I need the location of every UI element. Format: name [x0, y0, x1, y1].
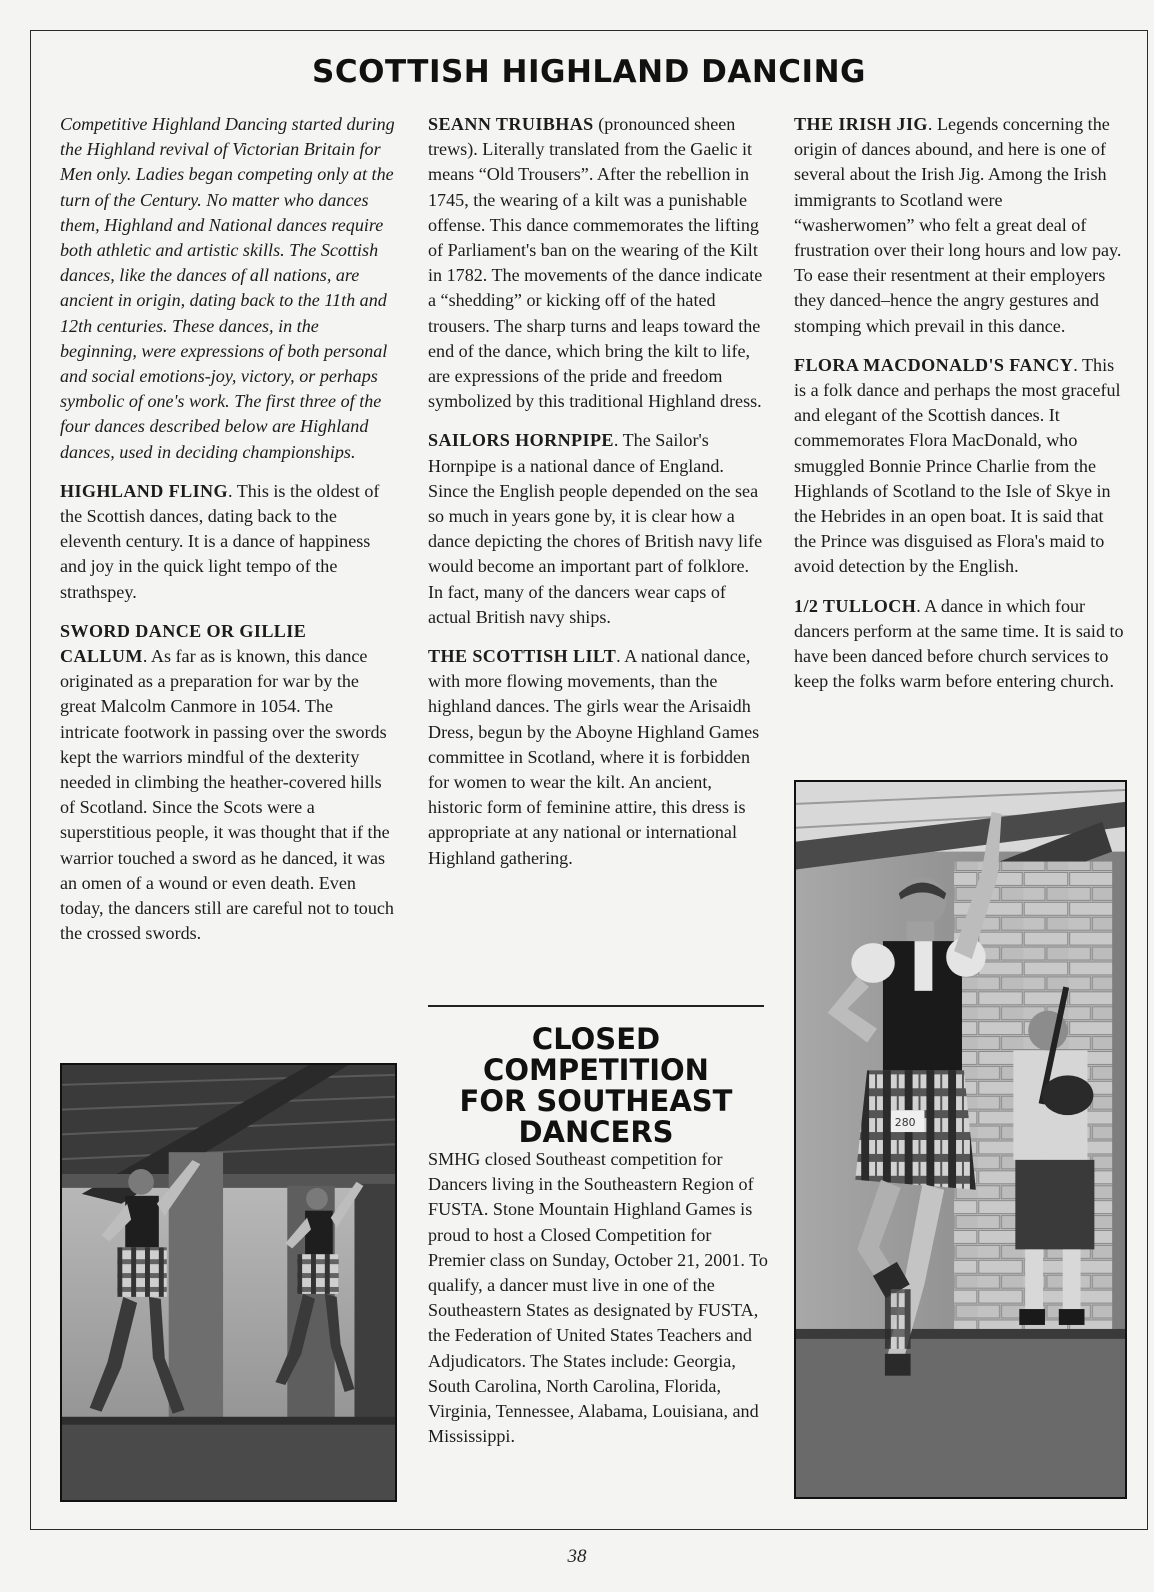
competition-title-line: FOR SOUTHEAST: [459, 1084, 733, 1118]
dance-heading: SAILORS HORNPIPE: [428, 430, 614, 451]
dance-text: The Sailor's Hornpipe is a national dance of England. Since the English people depended on the sea so much in years gone by, it is clear how a dance depicting the chores of British navy life would become an important part of folklore. In fact, many of the dancers wear caps of actual British navy ships.: [428, 430, 763, 627]
dance-text: A dance in which four dancers perform at the same time. It is said to have been danced before church services to keep the folks warm before entering church.: [794, 595, 1124, 692]
column-left: [60, 112, 395, 961]
dance-text: As far as is known, this dance originated as a preparation for war by the great Malcolm Canmore in 1054. The intricate footwork in passing over the swords kept the warriors mindful of the dexterity needed in climbing the heather-covered hills of Scotland. Since the Scots were a superstitious people, it was thought that if the warrior touched a sword as he danced, it was an omen of a wound or even death. Even today, the dancers still are careful not to touch the crossed swords.: [60, 646, 394, 944]
intro-paragraph: Competitive Highland Dancing started during the Highland revival of Victorian Britain for Men only. Ladies began competing only at the turn of the Century. No matter who dances them, Highland and National dances require both athletic and artistic skills. The Scottish dances, like the dances of all nations, are ancient in origin, dating back to the 11th and 12th centuries. These dances, in the beginning, were expressions of both personal and social emotions-joy, victory, or perhaps symbolic of one's work. The first three of the four dances described below are Highland dances, used in deciding championships.: [60, 114, 395, 462]
photo-two-dancers: [60, 1063, 397, 1502]
dance-seann-truibhas: [428, 112, 764, 414]
dance-text: A national dance, with more flowing movements, than the highland dances. The girls wear the Arisaidh Dress, begun by the Aboyne Highland Games committee in Scotland, where it is forbidden for women to wear the kilt. An ancient, historic form of feminine attire, this dress is appropriate at any national or international Highland gathering.: [428, 646, 760, 868]
competition-title-line: DANCERS: [518, 1115, 674, 1149]
competition-title-line: COMPETITION: [483, 1053, 709, 1087]
dance-heading: HIGHLAND FLING: [60, 480, 228, 501]
dance-heading: SWORD DANCE OR GILLIE CALLUM: [60, 620, 307, 667]
dance-sword-dance: SWORD DANCE OR GILLIE CALLUM. As far as is known, this dance originated as a preparation for war by the great Malcolm Canmore in 1054. The intricate footwork in passing over the swords kept the warriors mindful of the dexterity needed in climbing the heather-covered hills of Scotland. Since the Scots were a superstitious people, it was thought that if the warrior touched a sword as he danced, it was an omen of a wound or even death. Even today, the dancers still are careful not to touch the crossed swords.: [60, 620, 394, 944]
dance-heading: SEANN TRUIBHAS: [428, 114, 594, 134]
dance-text: Legends concerning the origin of dances abound, and here is one of several about the Irish Jig. Among the Irish immigrants to Scotland were “washerwomen” who felt a great deal of frustration over their long hours and low pay. To ease their resentment at their employers they danced–hence the angry gestures and stomping which prevail in this dance.: [794, 114, 1122, 336]
dance-text: This is a folk dance and perhaps the most graceful and elegant of the Scottish dances. It commemorates Flora MacDonald, who smuggled Bonnie Prince Charlie from the Highlands of Scotland to the Isle of Skye in the Hebrides in an open boat. It is said that the Prince was disguised as Flora's maid to avoid detection by the English.: [794, 354, 1121, 577]
dance-flora-macdonald: FLORA MACDONALD'S FANCY. This is a folk dance and perhaps the most graceful and elegant of the Scottish dances. It commemorates Flora MacDonald, who smuggled Bonnie Prince Charlie from the Highlands of Scotland to the Isle of Skye in the Hebrides in an open boat. It is said that the Prince was disguised as Flora's maid to avoid detection by the English.: [794, 354, 1121, 577]
dance-scottish-lilt: THE SCOTTISH LILT. A national dance, with more flowing movements, than the highland dances. The girls wear the Arisaidh Dress, begun by the Aboyne Highland Games committee in Scotland, where it is forbidden for women to wear the kilt. An ancient, historic form of feminine attire, this dress is appropriate at any national or international Highland gathering.: [428, 646, 760, 868]
dance-sailors-hornpipe: SAILORS HORNPIPE. The Sailor's Hornpipe is a national dance of England. Since the English people depended on the sea so much in years gone by, it is clear how a dance depicting the chores of British navy life would become an important part of folklore. In fact, many of the dancers wear caps of actual British navy ships.: [428, 430, 763, 627]
dance-half-tulloch: 1/2 TULLOCH. A dance in which four dancers perform at the same time. It is said to have been danced before church services to keep the folks warm before entering church.: [794, 595, 1124, 692]
column-middle: [428, 112, 764, 885]
section-divider: [428, 1005, 764, 1007]
dance-text: This is the oldest of the Scottish dances, dating back to the eleventh century. It is a dance of happiness and joy in the quick light tempo of the strathspey.: [60, 480, 380, 602]
page-number: 38: [567, 1546, 587, 1567]
bib-number: 280: [894, 1116, 916, 1130]
competition-text: SMHG closed Southeast competition for Dancers living in the Southeastern Region of FUSTA. Stone Mountain Highland Games is proud to host a Closed Competition for Premier class on Sunday, October 21, 2001. To qualify, a dancer must live in one of the Southeastern States as designated by FUSTA, the Federation of United States Teachers and Adjudicators. The States include: Georgia, South Carolina, North Carolina, Florida, Virginia, Tennessee, Alabama, Louisiana, and Mississippi.: [428, 1149, 768, 1447]
dance-heading: FLORA MACDONALD'S FANCY: [794, 354, 1074, 375]
page-title: SCOTTISH HIGHLAND DANCING: [312, 54, 866, 90]
competition-title: [428, 1024, 764, 1148]
column-right: [794, 112, 1124, 708]
dance-text: (pronounced sheen trews). Literally translated from the Gaelic it means “Old Trousers”. After the rebellion in 1745, the wearing of a kilt was a punishable offense. This dance commemorates the lifting of Parliament's ban on the wearing of the Kilt in 1782. The movements of the dance indicate a “shedding” or kicking off of the hated trousers. The sharp turns and leaps toward the end of the dance, which bring the kilt to life, are expressions of the pride and freedom symbolized by this traditional Highland dress.: [428, 114, 763, 412]
photo-dancer-and-piper: [794, 780, 1127, 1499]
dance-irish-jig: THE IRISH JIG. Legends concerning the origin of dances abound, and here is one of several about the Irish Jig. Among the Irish immigrants to Scotland were “washerwomen” who felt a great deal of frustration over their long hours and low pay. To ease their resentment at their employers they danced–hence the angry gestures and stomping which prevail in this dance.: [794, 114, 1122, 336]
dance-heading: THE IRISH JIG: [794, 114, 928, 134]
dance-highland-fling: HIGHLAND FLING. This is the oldest of the Scottish dances, dating back to the eleventh century. It is a dance of happiness and joy in the quick light tempo of the strathspey.: [60, 480, 380, 602]
dance-heading: 1/2 TULLOCH: [794, 595, 917, 616]
competition-title-line: CLOSED: [531, 1022, 661, 1056]
dance-heading: THE SCOTTISH LILT: [428, 646, 617, 667]
